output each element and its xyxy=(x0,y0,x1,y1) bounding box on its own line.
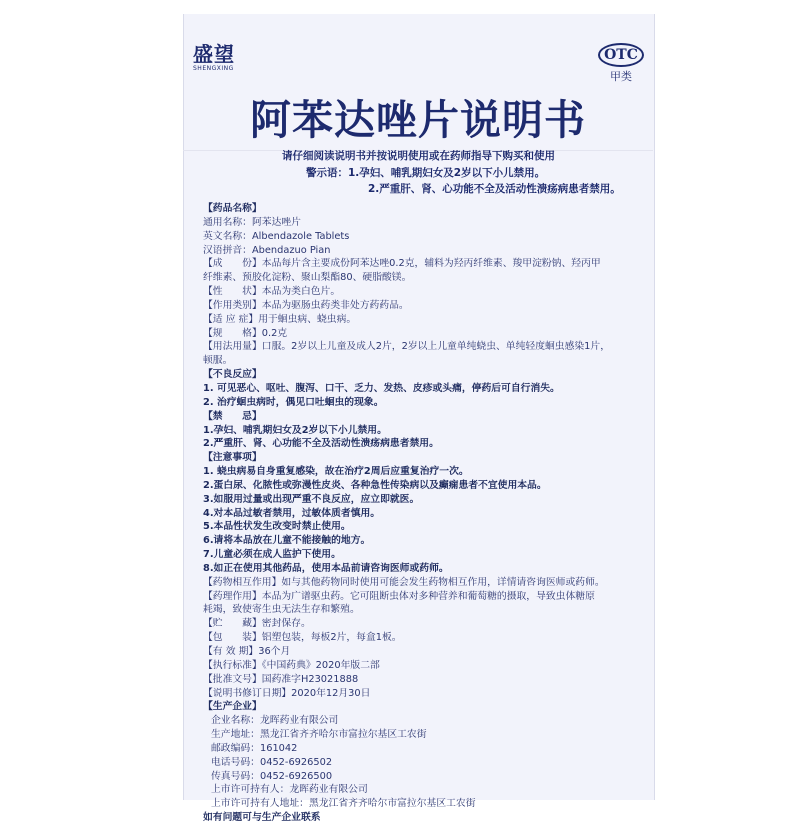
composition-line-2: 纤维素、预胶化淀粉、聚山梨酯80、硬脂酸镁。 xyxy=(203,272,412,284)
properties: 【性 状】本品为类白色片。 xyxy=(203,286,341,298)
english-name: 英文名称：Albendazole Tablets xyxy=(203,230,350,242)
warning-line-2: 2.严重肝、肾、心功能不全及活动性溃疡病患者禁用。 xyxy=(368,183,621,195)
contraindication-item: 2.严重肝、肾、心功能不全及活动性溃疡病患者禁用。 xyxy=(203,438,439,450)
otc-badge: OTC xyxy=(598,43,644,67)
mah-address: 上市许可持有人地址：黑龙江省齐齐哈尔市富拉尔基区工农街 xyxy=(211,798,476,810)
brand-subtitle: SHENGXING xyxy=(193,65,234,72)
dosage-line-2: 顿服。 xyxy=(203,355,233,367)
adverse-item: 2. 治疗蛔虫病时，偶见口吐蛔虫的现象。 xyxy=(203,396,384,408)
header-warnings xyxy=(200,148,645,198)
leaflet-body xyxy=(203,202,648,825)
approval-number: 【批准文号】国药准字H23021888 xyxy=(203,673,359,685)
otc-class-label: 甲类 xyxy=(610,70,632,83)
pinyin-name: 汉语拼音：Abendazuo Pian xyxy=(203,244,331,256)
mah-name: 上市许可持有人：龙晖药业有限公司 xyxy=(211,784,368,796)
precaution-item: 2.蛋白尿、化脓性或弥漫性皮炎、各种急性传染病以及癫痫患者不宜使用本品。 xyxy=(203,479,547,491)
pharmacology-line-1: 【药理作用】本品为广谱驱虫药。它可阻断虫体对多种营养和葡萄糖的摄取，导致虫体糖原 xyxy=(203,590,595,602)
drug-category: 【作用类别】本品为驱肠虫药类非处方药药品。 xyxy=(203,299,409,311)
drug-interaction: 【药物相互作用】如与其他药物同时使用可能会发生药物相互作用，详情请咨询医师或药师。 xyxy=(203,576,605,588)
validity: 【有 效 期】36个月 xyxy=(203,646,291,657)
precaution-item: 3.如服用过量或出现严重不良反应，应立即就医。 xyxy=(203,493,420,505)
contraindication-item: 1.孕妇、哺乳期妇女及2岁以下小儿禁用。 xyxy=(203,424,387,436)
specification: 【规 格】0.2克 xyxy=(203,327,288,339)
precaution-item: 1. 蛲虫病易自身重复感染，故在治疗2周后应重复治疗一次。 xyxy=(203,466,469,478)
composition-line-1: 【成 份】本品每片含主要成份阿苯达唑0.2克，辅料为羟丙纤维素、羧甲淀粉钠、羟丙甲 xyxy=(203,258,601,270)
adverse-reactions-section: 【不良反应】 xyxy=(203,369,262,381)
dosage-line-1: 【用法用量】口服。2岁以上儿童及成人2片，2岁以上儿童单纯蛲虫、单纯轻度蛔虫感染1片， xyxy=(203,341,611,353)
document-title: 阿苯达唑片说明书 xyxy=(250,96,586,144)
revision-date: 【说明书修订日期】2020年12月30日 xyxy=(203,687,371,699)
storage: 【贮 藏】密封保存。 xyxy=(203,618,311,630)
contraindications-section: 【禁 忌】 xyxy=(203,410,262,422)
contact-note: 如有问题可与生产企业联系 xyxy=(203,812,321,824)
precautions-section: 【注意事项】 xyxy=(203,452,262,464)
precaution-item: 7.儿童必须在成人监护下使用。 xyxy=(203,549,341,561)
warning-line-1: 警示语：1.孕妇、哺乳期妇女及2岁以下小儿禁用。 xyxy=(306,166,546,179)
common-name: 通用名称：阿苯达唑片 xyxy=(203,216,301,228)
drug-name-section: 【药品名称】 xyxy=(203,203,262,214)
manufacturer-phone: 电话号码：0452-6926502 xyxy=(211,756,333,768)
standard: 【执行标准】《中国药典》2020年版二部 xyxy=(203,659,380,671)
precaution-item: 8.如正在使用其他药品，使用本品前请咨询医师或药师。 xyxy=(203,562,449,574)
manufacturer-fax: 传真号码：0452-6926500 xyxy=(211,770,333,782)
precaution-item: 6.请将本品放在儿童不能接触的地方。 xyxy=(203,535,371,547)
precaution-item: 5.本品性状发生改变时禁止使用。 xyxy=(203,521,351,533)
manufacturer-section: 【生产企业】 xyxy=(203,701,262,713)
adverse-item: 1. 可见恶心、呕吐、腹泻、口干、乏力、发热、皮疹或头痛，停药后可自行消失。 xyxy=(203,382,560,394)
indication: 【适 应 症】用于蛔虫病、蛲虫病。 xyxy=(203,313,357,325)
brand-logo xyxy=(193,43,263,73)
pharmacology-line-2: 耗竭，致使寄生虫无法生存和繁殖。 xyxy=(203,604,360,616)
precaution-item: 4.对本品过敏者禁用，过敏体质者慎用。 xyxy=(203,507,381,519)
manufacturer-name: 企业名称：龙晖药业有限公司 xyxy=(211,715,339,727)
manufacturer-postcode: 邮政编码：161042 xyxy=(211,742,298,754)
read-instruction: 请仔细阅读说明书并按说明使用或在药师指导下购买和使用 xyxy=(282,150,555,162)
manufacturer-address: 生产地址：黑龙江省齐齐哈尔市富拉尔基区工农街 xyxy=(211,729,427,741)
brand-name: 盛望 xyxy=(193,42,235,66)
package: 【包 装】铝塑包装，每板2片，每盒1板。 xyxy=(203,632,402,644)
